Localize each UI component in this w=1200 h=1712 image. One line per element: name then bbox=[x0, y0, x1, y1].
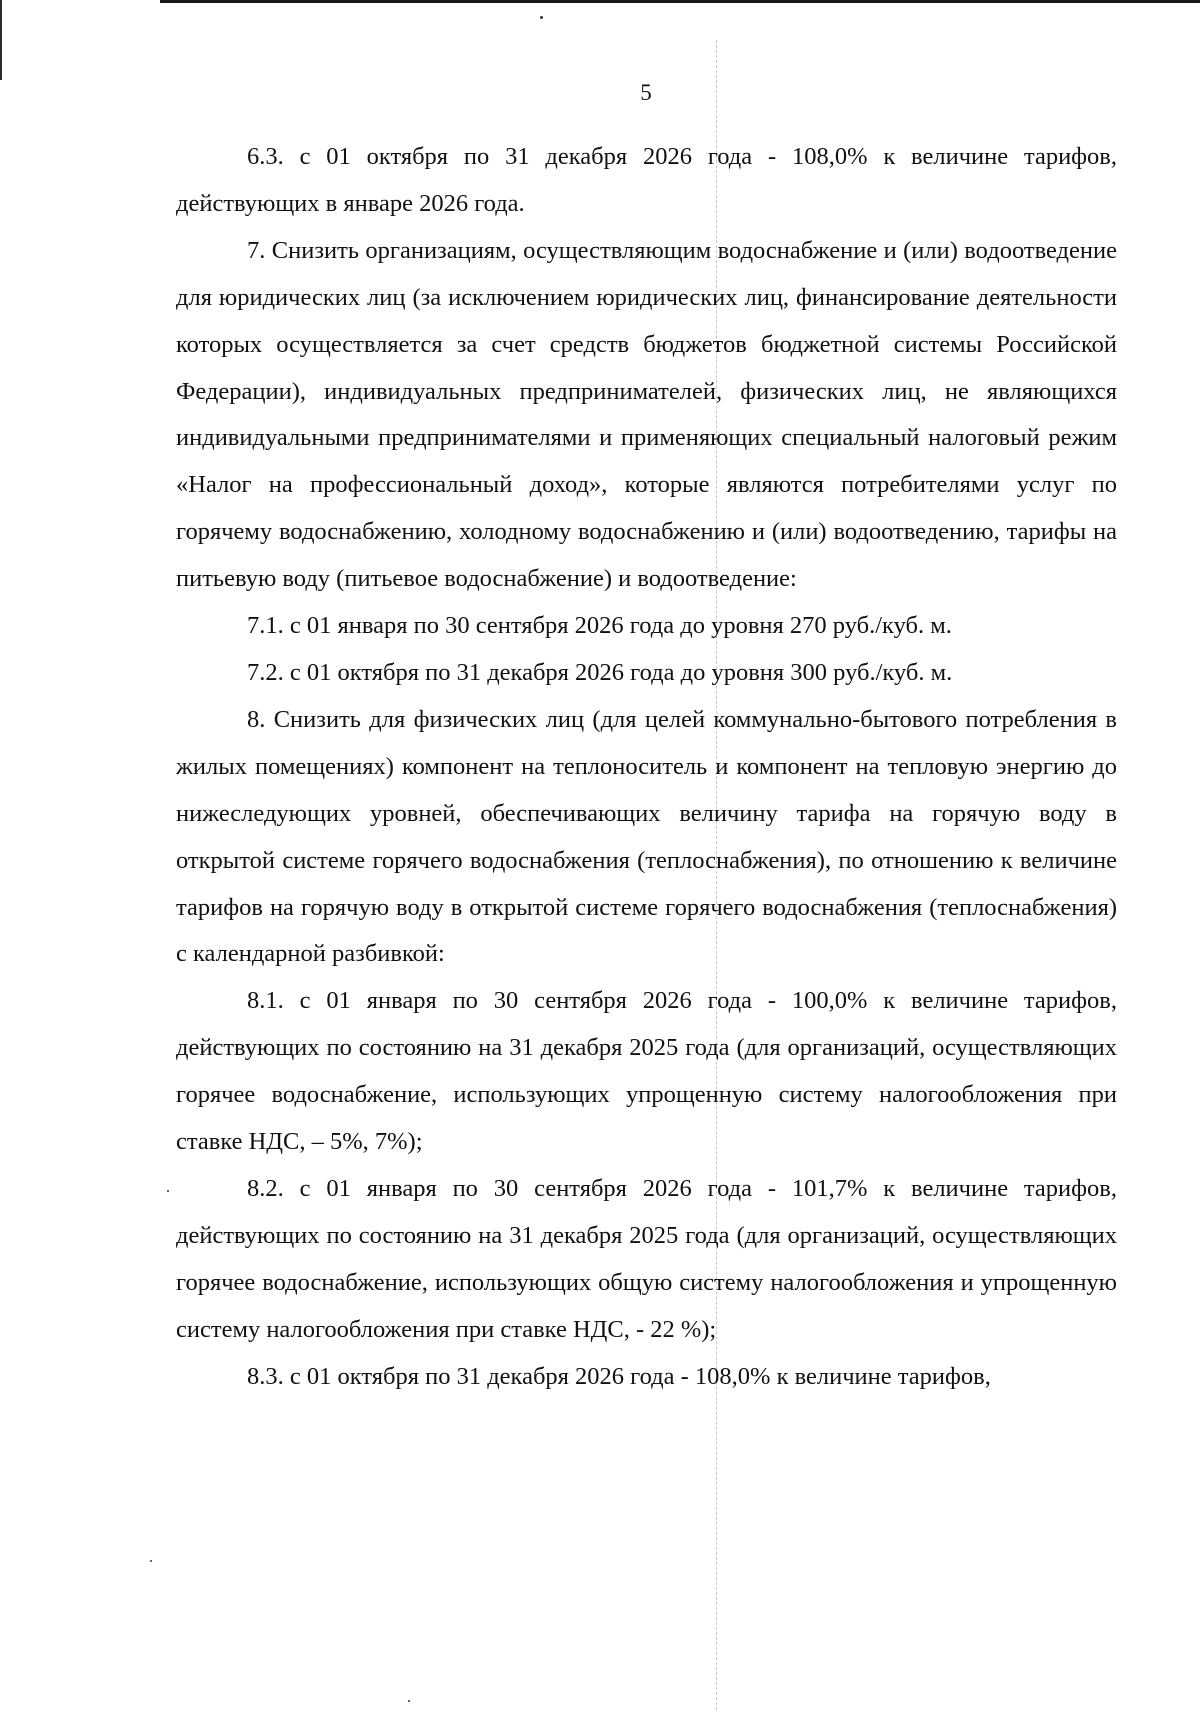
page-number: 5 bbox=[640, 80, 652, 105]
scan-left-edge bbox=[0, 0, 2, 80]
paragraph-8-1: 8.1. с 01 января по 30 сентября 2026 года - 100,0% к величине тарифов, действующих по состоянию на 31 декабря 2025 года (для организаций, осуществляющих горячее водоснабжение, использующих упрощенную систему налогообложения при ставке НДС, – 5%, 7%); bbox=[176, 987, 1117, 1156]
scan-top-border bbox=[160, 0, 1200, 3]
paragraph-8-2: 8.2. с 01 января по 30 сентября 2026 года - 101,7% к величине тарифов, действующих по состоянию на 31 декабря 2025 года (для организаций, осуществляющих горячее водоснабжение, использующих общую систему налогообложения и упрощенную систему налогообложения при ставке НДС, - 22 %); bbox=[176, 1174, 1117, 1343]
paragraph-6-3: 6.3. с 01 октября по 31 декабря 2026 года - 108,0% к величине тарифов, действующих в январе 2026 года. bbox=[176, 143, 1117, 217]
paragraph-8-3: 8.3. с 01 октября по 31 декабря 2026 года - 108,0% к величине тарифов, bbox=[247, 1362, 991, 1390]
scan-speck bbox=[167, 1190, 169, 1192]
paragraph-7-1: 7.1. с 01 января по 30 сентября 2026 года до уровня 270 руб./куб. м. bbox=[247, 612, 952, 640]
scan-speck bbox=[408, 1700, 410, 1702]
scan-speck bbox=[540, 16, 543, 19]
scan-speck bbox=[150, 1560, 152, 1562]
paragraph-7-2: 7.2. с 01 октября по 31 декабря 2026 года до уровня 300 руб./куб. м. bbox=[247, 658, 953, 686]
paragraph-8: 8. Снизить для физических лиц (для целей коммунально-бытового потребления в жилых помещениях) компонент на теплоноситель и компонент на тепловую энергию до нижеследующих уровней, обеспечивающих величину тарифа на горячую воду в открытой системе горячего водоснабжения (теплоснабжения), по отношению к величине тарифов на горячую воду в открытой системе горячего водоснабжения (теплоснабжения) с календарной разбивкой: bbox=[176, 705, 1117, 968]
paragraph-7: 7. Снизить организациям, осуществляющим водоснабжение и (или) водоотведение для юридических лиц (за исключением юридических лиц, финансирование деятельности которых осуществляется за счет средств бюджетов бюджетной системы Российской Федерации), индивидуальных предпринимателей, физических лиц, не являющихся индивидуальными предпринимателями и применяющих специальный налоговый режим «Налог на профессиональный доход», которые являются потребителями услуг по горячему водоснабжению, холодному водоснабжению и (или) водоотведению, тарифы на питьевую воду (питьевое водоснабжение) и водоотведение: bbox=[176, 236, 1117, 593]
document-body bbox=[176, 134, 1117, 1400]
